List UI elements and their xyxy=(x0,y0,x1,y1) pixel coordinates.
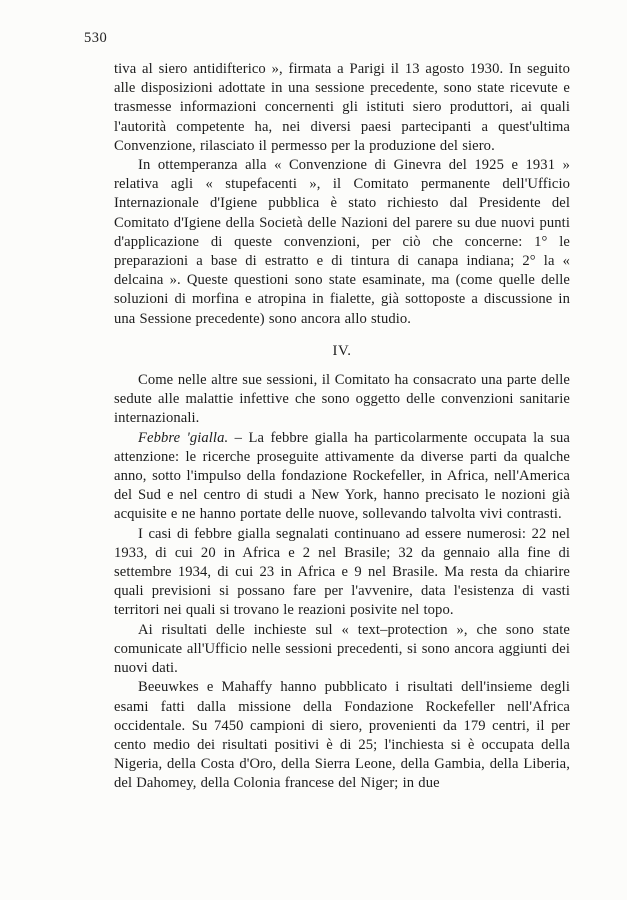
paragraph: Ai risultati delle inchieste sul « text–protection », che sono state comunicate all'Ufficio nelle sessioni precedenti, si sono ancora aggiunti dei nuovi dati. xyxy=(114,621,570,677)
section-heading: IV. xyxy=(332,342,352,359)
paragraph-continuation-from-previous-page: tiva al siero antidifterico », firmata a Parigi il 13 agosto 1930. In seguito alle disposizioni adottate in una sessione precedente, sono state ricevute e trasmesse informazioni concernenti gli istituti siero produttori, ai quali l'autorità competente ha, nei diversi paesi partecipanti a quest'ultima Convenzione, rilasciato il permesso per la produzione del siero. xyxy=(114,61,570,154)
paragraph: Beeuwkes e Mahaffy hanno pubblicato i risultati dell'insieme degli esami fatti dalla missione della Fondazione Rockefeller nell'Africa occidentale. Su 7450 campioni di siero, provenienti da 179 centri, il per cento medio dei risultati positivi è di 25; l'inchiesta si è occupata della Nigeria, della Costa d'Oro, della Sierra Leone, della Gambia, della Liberia, del Dahomey, della Colonia francese del Niger; in due xyxy=(114,679,570,792)
paragraph: I casi di febbre gialla segnalati continuano ad essere numerosi: 22 nel 1933, di cui 20 in Africa e 2 nel Brasile; 32 da gennaio alla fine di settembre 1934, di cui 23 in Africa e 9 nel Brasile. Ma resta da chiarire quali previsioni si possano fare per l'avvenire, data l'esistenza di vasti territori nei quali si trovano le reazioni posivite nel topo. xyxy=(114,525,570,619)
paragraph-lead-italic: Febbre 'gialla. xyxy=(138,429,229,446)
paragraph: In ottemperanza alla « Convenzione di Ginevra del 1925 e 1931 » relativa agli « stupefacenti », il Comitato permanente dell'Ufficio Internazionale d'Igiene pubblica è stato richiesto dal Presidente del Comitato d'Igiene della Società delle Nazioni del parere su due nuovi punti d'applicazione di queste convenzioni, per ciò che concerne: 1° le preparazioni a base di estratto e di tintura di canapa indiana; 2° la « delcaina ». Queste questioni sono state esaminate, ma (come quelle delle soluzioni di morfina e atropina in fialette, già sottoposte a discussione in una Sessione precedente) sono ancora allo studio. xyxy=(114,157,570,327)
paragraph: Come nelle altre sue sessioni, il Comitato ha consacrato una parte delle sedute alle malattie infettive che sono oggetto delle convenzioni sanitarie internazionali. xyxy=(114,372,570,427)
paragraph-body-text: – La febbre gialla ha particolarmente occupata la sua attenzione: le ricerche proseguite attivamente da diverse parti da qualche anno, sotto l'impulso della fondazione Rockefeller, in Africa, nell'America del Sud e nel centro di studi a New York, hanno precisato le nozioni già acquisite e ne hanno portate delle nuove, sollevando talvolta vivi contrasti. xyxy=(114,429,571,523)
page-number: 530 xyxy=(84,30,108,46)
text-block xyxy=(114,60,570,794)
paragraph xyxy=(114,429,570,525)
